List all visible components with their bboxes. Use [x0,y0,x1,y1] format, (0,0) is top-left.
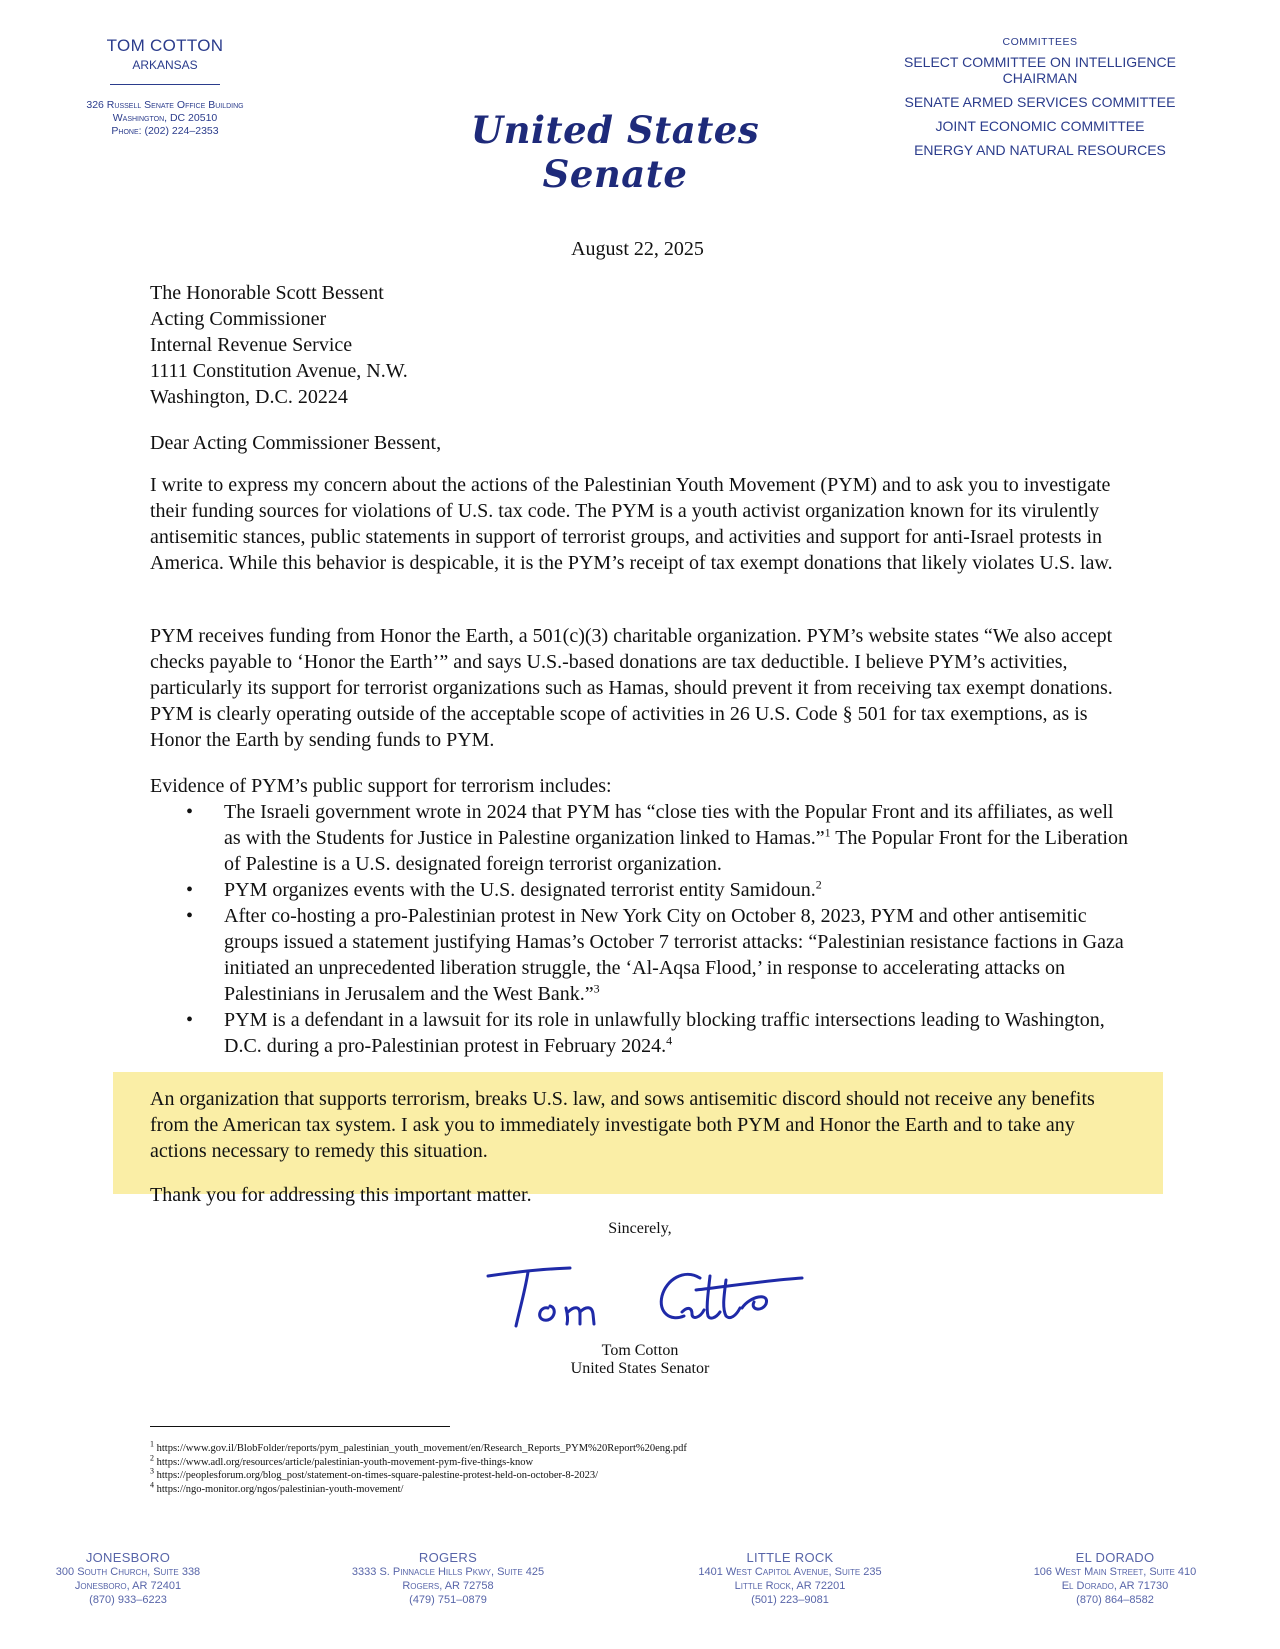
footnote-link[interactable]: https://ngo-monitor.org/ngos/palestinian-youth-movement/ [156,1483,404,1495]
office-el-dorado [975,1550,1255,1607]
evidence-text: After co-hosting a pro-Palestinian protest in New York City on October 8, 2023, PYM and other antisemitic groups issued a statement justifying Hamas’s October 7 terrorist attacks: “Palestinian resistance factions in Gaza initiated an unprecedented liberation struggle, the ‘Al-Aqsa Flood,’ in response to accelerating attacks on Palestinians in Jerusalem and the West Bank.” [224,905,1124,1005]
paragraph-funding: PYM receives funding from Honor the Earth, a 501(c)(3) charitable organization. PYM’s website states “We also accept checks payable to ‘Honor the Earth’” and says U.S.-based donations are tax deductible. I believe PYM’s activities, particularly its support for terrorist organizations such as Hamas, should prevent it from receiving tax exempt donations. PYM is clearly operating outside of the acceptable scope of activities in 26 U.S. Code § 501 for tax exemptions, as is Honor the Earth by sending funds to PYM. [150,625,1113,751]
evidence-item [150,903,1135,1007]
footnote-number: 3 [150,1466,154,1476]
senator-name: TOM COTTON [106,36,224,55]
footnote-rule [150,1426,450,1427]
committee-intelligence: SELECT COMMITTEE ON INTELLIGENCE [903,54,1176,70]
letterhead-left [45,36,285,138]
committees-block [870,36,1210,158]
recipient-line: Acting Commissioner [150,308,327,330]
signer-title: United States Senator [570,1360,710,1377]
evidence-item [150,877,1135,903]
letterhead-center [440,108,790,196]
recipient-line: Internal Revenue Service [150,334,353,356]
signature-icon [470,1246,810,1336]
committee-armed-services: SENATE ARMED SERVICES COMMITTEE [904,94,1176,110]
office-city: LITTLE ROCK [746,1550,834,1565]
footnote-ref: 1 [824,825,831,840]
footnote-ref: 2 [815,877,822,892]
paragraph-concern: I write to express my concern about the actions of the Palestinian Youth Movement (PYM) and to ask you to investigate their funding sources for violations of U.S. tax code. The PYM is a youth activist organization known for its virulently antisemitic stances, public statements in support of terrorist groups, and activities and support for anti-Israel protests in America. While this behavior is despicable, it is the PYM’s receipt of tax exempt donations that likely violates U.S. law. [150,474,1113,574]
thanks-line: Thank you for addressing this important matter. [150,1184,532,1206]
office-city: EL DORADO [1075,1550,1155,1565]
footnote-ref: 3 [593,981,600,996]
committees-label: COMMITTEES [1002,36,1078,48]
evidence-text: PYM organizes events with the U.S. designated terrorist entity Samidoun. [224,879,816,901]
office-phone: Phone: (202) 224–2353 [111,125,219,137]
footnote [150,1480,687,1497]
office-line: (870) 933–6223 [89,1594,167,1606]
recipient-line: The Honorable Scott Bessent [150,282,384,304]
committee-joint-economic: JOINT ECONOMIC COMMITTEE [935,118,1145,134]
evidence-item [150,1007,1135,1059]
signer-name: Tom Cotton [601,1342,679,1359]
footnote-link[interactable]: https://www.gov.il/BlobFolder/reports/pym_palestinian_youth_movement/en/Research_Reports_PYM%20Report%20eng.pdf [156,1443,687,1454]
sign-off-block [450,1220,830,1378]
senator-state: ARKANSAS [132,58,198,72]
footnote [150,1466,687,1483]
footnote [150,1439,687,1456]
footnote [150,1453,687,1470]
office-line: (501) 223–9081 [751,1594,829,1606]
footnote-number: 4 [150,1480,154,1489]
office-city: JONESBORO [85,1550,171,1565]
evidence-intro: Evidence of PYM’s public support for terrorism includes: [150,775,612,797]
office-line: 106 West Main Street, Suite 410 [1033,1566,1197,1578]
evidence-item [150,799,1135,877]
evidence-list [150,799,1135,1059]
office-line: 300 South Church, Suite 338 [55,1566,201,1578]
sign-off: Sincerely, [608,1220,672,1237]
office-address-line: Washington, DC 20510 [112,112,218,124]
office-line: (870) 864–8582 [1076,1594,1154,1606]
office-line: Rogers, AR 72758 [402,1580,494,1592]
footnote-number: 1 [150,1439,154,1449]
office-line: Little Rock, AR 72201 [734,1580,846,1592]
closing-paragraph: An organization that supports terrorism, breaks U.S. law, and sows antisemitic discord should not receive any benefits from the American tax system. I ask you to immediately investigate both PYM and Honor the Earth and to take any actions necessary to remedy this situation. [150,1088,1095,1162]
letterhead-rule [110,84,220,85]
footnotes [150,1439,687,1496]
office-line: El Dorado, AR 71730 [1061,1580,1169,1592]
footnote-number: 2 [150,1453,154,1462]
committee-energy: ENERGY AND NATURAL RESOURCES [914,142,1166,158]
office-line: (479) 751–0879 [409,1594,487,1606]
office-line: 3333 S. Pinnacle Hills Pkwy, Suite 425 [351,1566,545,1578]
evidence-text: PYM is a defendant in a lawsuit for its role in unlawfully blocking traffic intersections leading to Washington, D.C. during a pro-Palestinian protest in February 2024. [224,1009,1105,1057]
committee-chairman: CHAIRMAN [1002,70,1078,86]
evidence-text-cont: The Popular Front for the Liberation of Palestine is a U.S. designated foreign terrorist organization. [224,827,1128,875]
office-address-line: 326 Russell Senate Office Building [86,99,244,111]
office-jonesboro [0,1550,268,1607]
footnote-link[interactable]: https://www.adl.org/resources/article/palestinian-youth-movement-pym-five-things-know [156,1456,534,1468]
footnote-ref: 4 [666,1033,673,1048]
evidence-text: The Israeli government wrote in 2024 that PYM has “close ties with the Popular Front and its affiliates, as well as with the Students for Justice in Palestine organization linked to Hamas.” [224,801,1114,849]
letter-date: August 22, 2025 [571,238,704,260]
recipient-line: 1111 Constitution Avenue, N.W. [150,360,408,382]
office-little-rock [650,1550,930,1607]
office-city: ROGERS [418,1550,478,1565]
recipient-block [150,280,408,410]
office-line: Jonesboro, AR 72401 [74,1580,182,1592]
senate-title: United States Senate [470,108,760,196]
footnote-link[interactable]: https://peoplesforum.org/blog_post/statement-on-times-square-palestine-protest-held-on-october-8-2023/ [156,1470,598,1481]
recipient-line: Washington, D.C. 20224 [150,386,348,408]
salutation: Dear Acting Commissioner Bessent, [150,432,442,454]
office-rogers [308,1550,588,1607]
office-line: 1401 West Capitol Avenue, Suite 235 [698,1566,882,1578]
